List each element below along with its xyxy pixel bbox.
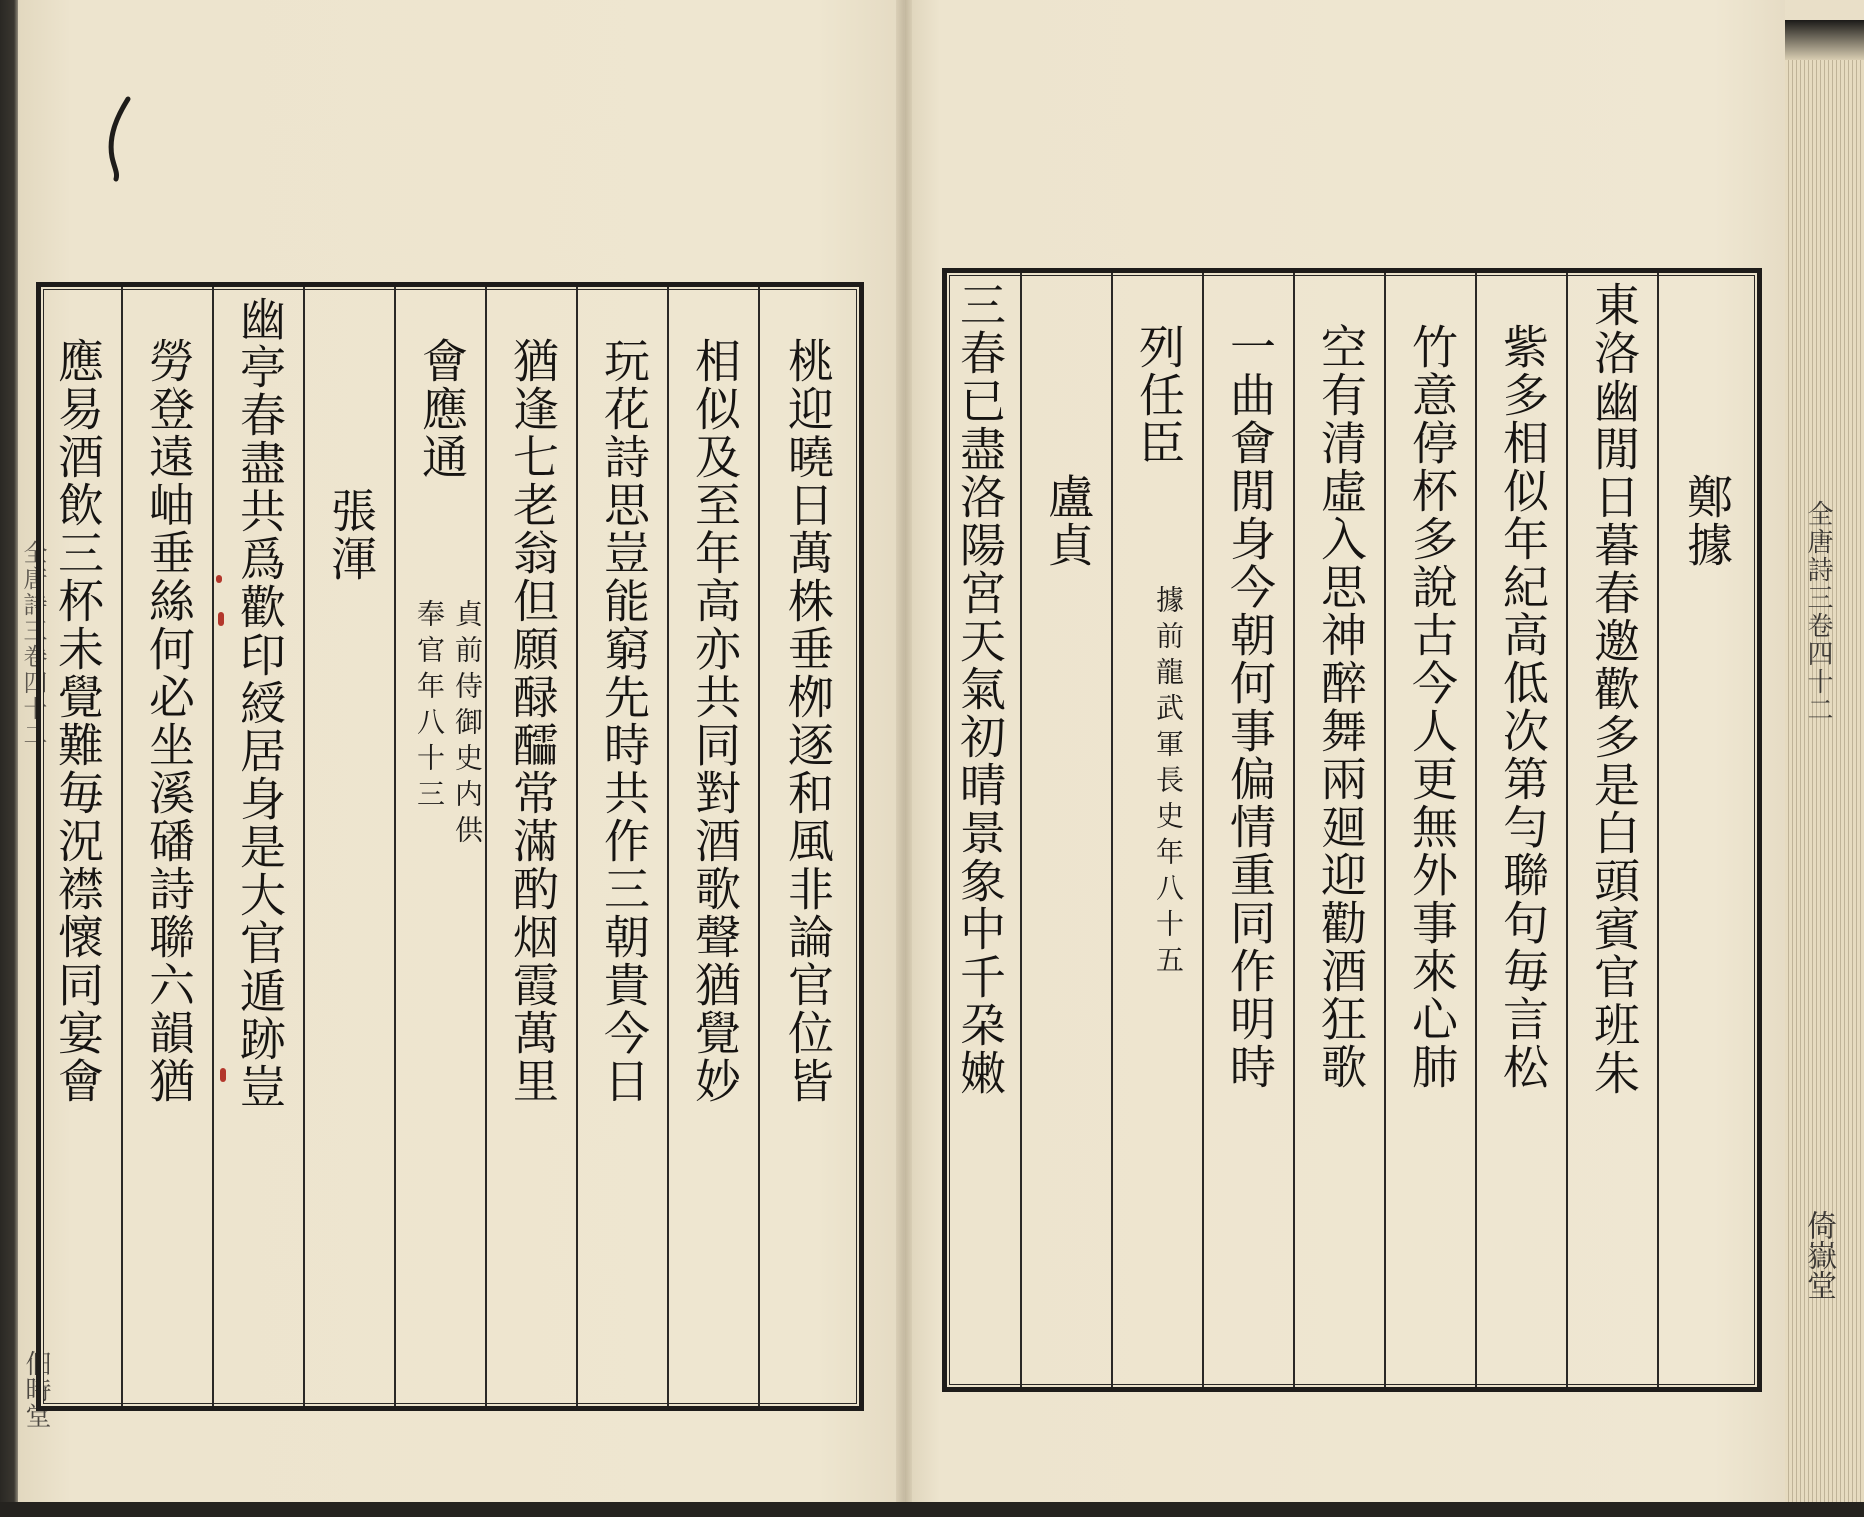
poem-line: 三春已盡洛陽宮天氣初晴景象中千朶嫩 [953, 281, 1007, 1097]
poem-line: 列任臣 [1132, 323, 1186, 467]
column [213, 287, 303, 1406]
column-rule [576, 287, 578, 1406]
poem-line: 空有清虛入思神醉舞兩廻迎勸酒狂歌 [1314, 323, 1368, 1091]
column-rule [212, 287, 214, 1406]
author-name: 張渾 [324, 487, 378, 583]
poem-line: 紫多相似年紀高低次第勻聯句毎言松 [1496, 323, 1550, 1091]
poem-line: 幽亭春盡共爲歡印綬居身是大官遁跡豈 [233, 295, 287, 1111]
poem-line: 猶逢七老翁但願醁醽常滿酌烟霞萬里 [506, 337, 560, 1105]
column-rule [303, 287, 305, 1406]
column [759, 287, 851, 1406]
poem-line: 桃迎曉日萬株垂栁逐和風非論官位皆 [781, 337, 835, 1105]
right-margin-title: 全唐詩三卷四十二 [1803, 500, 1833, 724]
column [668, 287, 758, 1406]
column [1476, 273, 1566, 1387]
column [122, 287, 212, 1406]
column [1112, 273, 1202, 1387]
poem-line: 應易酒飲三杯未覺難毎況襟懷同宴會 [51, 337, 105, 1105]
poem-line: 一曲會閒身今朝何事偏情重同作明時 [1223, 323, 1277, 1091]
left-margin-title: 全唐詩三卷四十二 [19, 540, 47, 748]
column [577, 287, 667, 1406]
column [1294, 273, 1384, 1387]
poem-line: 東洛幽閒日暮春邀歡多是白頭賓官班朱 [1587, 281, 1641, 1097]
right-text-frame [942, 268, 1762, 1392]
poem-line: 竹意停杯多說古今人更無外事來心肺 [1405, 323, 1459, 1091]
column-rule [667, 287, 669, 1406]
column-rule [1566, 273, 1568, 1387]
ink-stroke [100, 95, 140, 185]
column-rule [758, 287, 760, 1406]
author-name: 鄭據 [1680, 473, 1734, 569]
poem-line: 勞登遠岫垂絲何必坐溪磻詩聯六韻猶 [142, 337, 196, 1105]
column-rule [1475, 273, 1477, 1387]
column-rule [394, 287, 396, 1406]
column [1385, 273, 1475, 1387]
column [1203, 273, 1293, 1387]
column [304, 287, 394, 1406]
column [35, 287, 121, 1406]
poem-line: 玩花詩思豈能窮先時共作三朝貴今日 [597, 337, 651, 1105]
column-rule [1384, 273, 1386, 1387]
column [1658, 273, 1750, 1387]
left-foot-text: 佃時堂 [21, 1350, 51, 1428]
poem-line: 會應通 [415, 337, 469, 481]
column [486, 287, 576, 1406]
right-foot-text: 倚嶽堂 [1801, 1210, 1836, 1300]
author-name: 盧貞 [1041, 473, 1095, 569]
column [935, 273, 1023, 1387]
column [1021, 273, 1111, 1387]
column [395, 287, 485, 1406]
column [1567, 273, 1657, 1387]
book-gutter [896, 0, 912, 1502]
left-text-frame [36, 282, 864, 1411]
poem-line: 相似及至年高亦共同對酒歌聲猶覺妙 [688, 337, 742, 1105]
author-note: 奉官年八十三 [413, 599, 446, 815]
column-rule [121, 287, 123, 1406]
bottom-edge [0, 1502, 1864, 1517]
column-rule [1657, 273, 1659, 1387]
author-note: 據前龍武軍長史年八十五 [1152, 585, 1185, 981]
author-note: 貞前侍御史内供 [451, 599, 484, 851]
column-rule [1202, 273, 1204, 1387]
column-rule [1293, 273, 1295, 1387]
column-rule [1111, 273, 1113, 1387]
